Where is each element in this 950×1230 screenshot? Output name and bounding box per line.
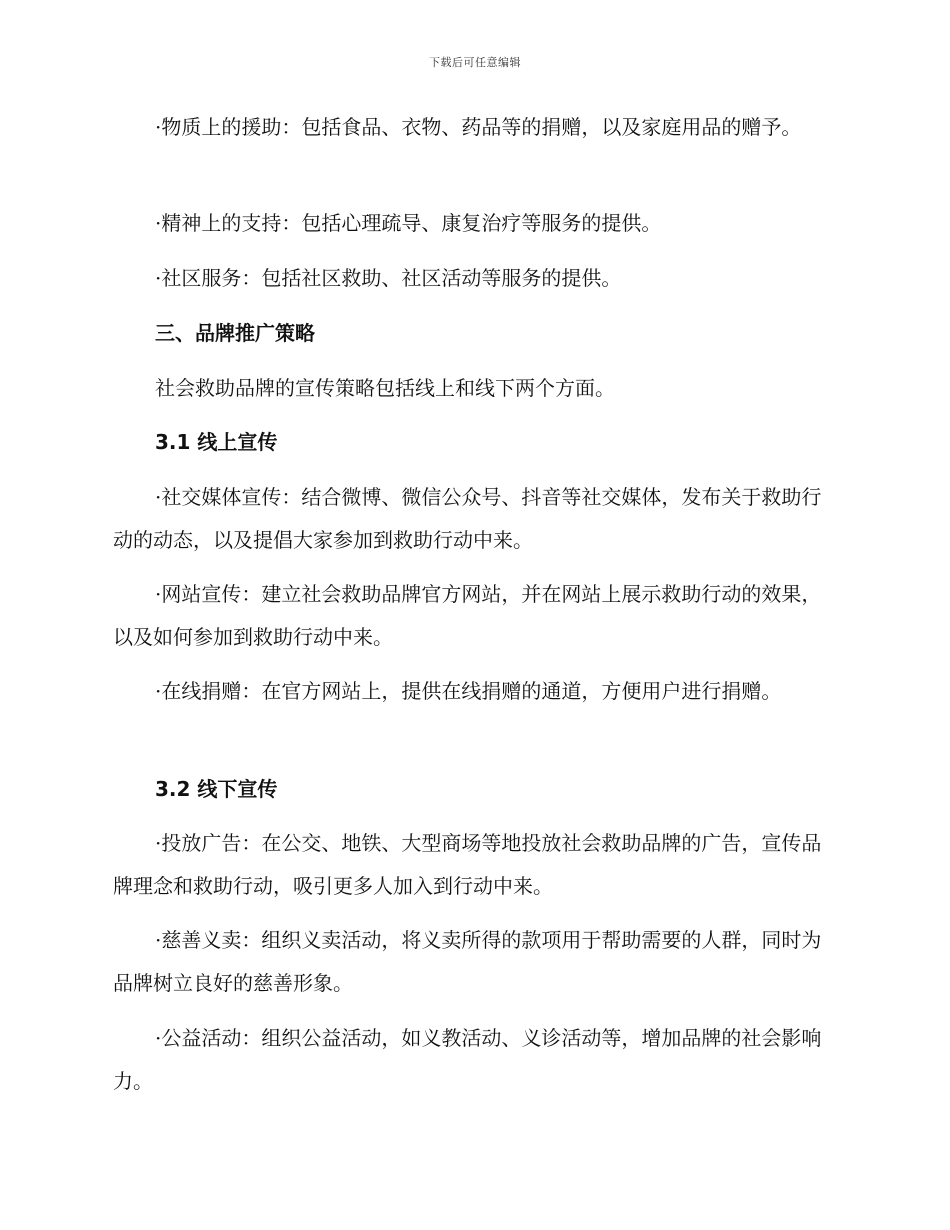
subsection-heading-offline: 3.2 线下宣传 (155, 777, 278, 801)
bullet-community-service: ·社区服务：包括社区救助、社区活动等服务的提供。 (155, 266, 622, 290)
paragraph-strategy-intro: 社会救助品牌的宣传策略包括线上和线下两个方面。 (155, 376, 615, 400)
section-heading-brand-promotion: 三、品牌推广策略 (155, 321, 315, 345)
bullet-material-aid: ·物质上的援助：包括食品、衣物、药品等的捐赠，以及家庭用品的赠予。 (155, 115, 802, 139)
subsection-heading-online: 3.1 线上宣传 (155, 430, 278, 454)
bullet-online-donation: ·在线捐赠：在官方网站上，提供在线捐赠的通道，方便用户进行捐赠。 (155, 679, 782, 703)
page-header: 下载后可任意编辑 (429, 56, 521, 69)
bullet-website: ·网站宣传：建立社会救助品牌官方网站，并在网站上展示救助行动的效果，以及如何参加到救助行动中来。 (113, 582, 822, 649)
bullet-social-media: ·社交媒体宣传：结合微博、微信公众号、抖音等社交媒体，发布关于救助行动的动态，以及提倡大家参加到救助行动中来。 (113, 485, 822, 552)
bullet-public-welfare: ·公益活动：组织公益活动，如义教活动、义诊活动等，增加品牌的社会影响力。 (113, 1026, 822, 1093)
bullet-spiritual-support: ·精神上的支持：包括心理疏导、康复治疗等服务的提供。 (155, 211, 662, 235)
bullet-advertising: ·投放广告：在公交、地铁、大型商场等地投放社会救助品牌的广告，宣传品牌理念和救助行动，吸引更多人加入到行动中来。 (113, 831, 822, 898)
bullet-charity-sale: ·慈善义卖：组织义卖活动，将义卖所得的款项用于帮助需要的人群，同时为品牌树立良好的慈善形象。 (113, 928, 822, 995)
